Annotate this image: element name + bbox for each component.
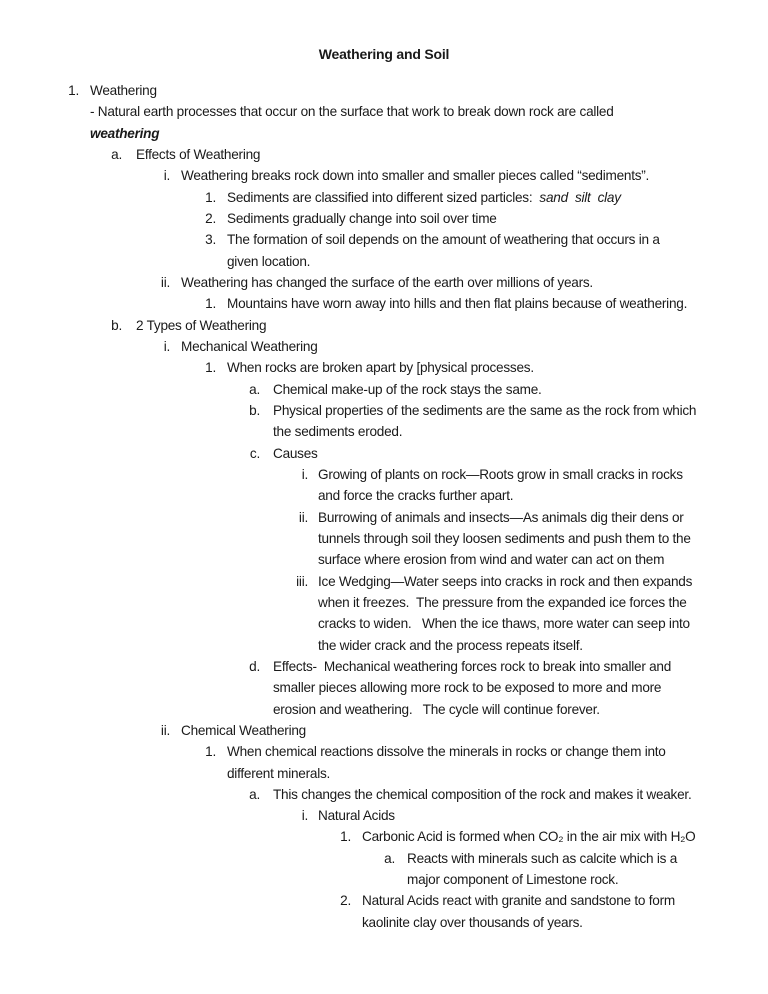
list-marker: 2. [340, 893, 351, 909]
item-text-wrapper [227, 251, 310, 272]
outline-item [0, 571, 768, 592]
outline-item-continuation [0, 592, 768, 613]
item-text: Reacts with minerals such as calcite which is a [407, 850, 678, 866]
item-text: Effects- Mechanical weathering forces rock to break into smaller and [273, 658, 672, 674]
item-text-wrapper [181, 336, 318, 357]
outline-item-continuation [0, 912, 768, 933]
outline-item [0, 80, 768, 101]
item-text: smaller pieces allowing more rock to be exposed to more and more [273, 680, 662, 696]
emphasized-term: weathering [90, 125, 160, 141]
list-marker: i. [163, 338, 170, 354]
outline-item [0, 208, 768, 229]
item-text: Weathering [90, 83, 157, 98]
outline-item [0, 293, 768, 314]
item-text-wrapper [227, 187, 621, 208]
item-text-wrapper [362, 826, 696, 847]
list-marker: b. [249, 402, 260, 418]
item-text-wrapper [227, 741, 666, 762]
item-text: when it freezes. The pressure from the expanded ice forces the [318, 594, 687, 610]
item-text-wrapper [136, 144, 260, 165]
outline-item-continuation [0, 699, 768, 720]
outline-item [0, 336, 768, 357]
list-marker: 1. [205, 360, 216, 376]
list-marker: 2. [205, 210, 216, 226]
item-text-wrapper [273, 443, 318, 464]
item-text: Weathering breaks rock down into smaller and smaller pieces called “sediments”. [181, 168, 650, 184]
item-text-wrapper [318, 485, 513, 506]
outline-item [0, 144, 768, 165]
item-text: major component of Limestone rock. [407, 872, 619, 888]
list-marker: ii. [160, 274, 170, 290]
item-text: different minerals. [227, 765, 331, 781]
item-text-wrapper [90, 123, 159, 144]
outline-item [0, 826, 768, 847]
item-text: and force the cracks further apart. [318, 488, 514, 504]
outline-item [0, 443, 768, 464]
list-marker: i. [301, 808, 308, 824]
item-text-wrapper [273, 421, 402, 442]
item-text-wrapper [181, 720, 306, 741]
outline-item [0, 165, 768, 186]
outline-item [0, 315, 768, 336]
item-text: Mechanical Weathering [181, 338, 318, 354]
list-marker: 1. [205, 296, 216, 312]
item-text: kaolinite clay over thousands of years. [362, 914, 583, 930]
outline-item [0, 805, 768, 826]
outline-item [0, 720, 768, 741]
item-text: Chemical make-up of the rock stays the same. [273, 381, 542, 397]
item-text-wrapper [273, 379, 542, 400]
item-text-wrapper [181, 165, 649, 186]
item-text: Sediments gradually change into soil over time [227, 210, 497, 226]
outline-item [0, 229, 768, 250]
item-text-wrapper [90, 101, 614, 122]
outline-item [0, 890, 768, 911]
item-text-wrapper [273, 699, 600, 720]
outline-item-continuation [0, 251, 768, 272]
item-text: - Natural earth processes that occur on the surface that work to break down rock are called [90, 104, 614, 120]
item-text-wrapper [318, 507, 684, 528]
list-marker: a. [249, 786, 260, 802]
outline-item-continuation [0, 528, 768, 549]
item-text: cracks to widen. When the ice thaws, more water can seep into [318, 616, 690, 632]
item-text: Effects of Weathering [136, 146, 261, 162]
outline-item [0, 379, 768, 400]
item-text-wrapper [318, 571, 692, 592]
outline-item [0, 187, 768, 208]
item-text: When rocks are broken apart by [physical processes. [227, 360, 534, 376]
list-marker: b. [111, 317, 122, 333]
outline-item-continuation [0, 869, 768, 890]
item-text-wrapper [90, 80, 157, 101]
item-text: Natural Acids react with granite and sandstone to form [362, 893, 675, 909]
item-text: given location. [227, 253, 311, 269]
item-text-wrapper [318, 464, 683, 485]
outline-item [0, 848, 768, 869]
item-text-wrapper [318, 613, 690, 634]
item-text: Growing of plants on rock—Roots grow in small cracks in rocks [318, 466, 683, 482]
item-text: Mountains have worn away into hills and then flat plains because of weathering. [227, 296, 688, 312]
item-text: Carbonic Acid is formed when CO₂ in the air mix with H₂O [362, 829, 696, 845]
outline-item [0, 507, 768, 528]
outline-item [0, 656, 768, 677]
list-marker: d. [249, 658, 260, 674]
list-marker: ii. [298, 509, 308, 525]
list-marker: 1. [205, 189, 216, 205]
outline-item [0, 357, 768, 378]
item-text-wrapper [362, 912, 583, 933]
item-text: Sediments are classified into different sized particles: [227, 189, 540, 205]
outline-list [0, 80, 768, 933]
item-text: 2 Types of Weathering [136, 317, 267, 333]
list-marker: i. [163, 168, 170, 184]
outline-item-continuation [0, 421, 768, 442]
outline-item-continuation [0, 485, 768, 506]
item-text: Chemical Weathering [181, 722, 306, 738]
list-marker: i. [301, 466, 308, 482]
outline-item-continuation [0, 763, 768, 784]
emphasized-term: sand silt clay [539, 189, 621, 205]
item-text: Ice Wedging—Water seeps into cracks in rock and then expands [318, 573, 693, 589]
item-text: the sediments eroded. [273, 424, 403, 440]
list-marker: 3. [205, 232, 216, 248]
item-text-wrapper [181, 272, 593, 293]
outline-item-continuation [0, 549, 768, 570]
outline-item-continuation [0, 123, 768, 144]
list-marker: a. [384, 850, 395, 866]
list-marker: 1. [68, 83, 79, 98]
item-text-wrapper [227, 229, 660, 250]
item-text-wrapper [136, 315, 266, 336]
item-text-wrapper [273, 677, 661, 698]
outline-item-continuation [0, 613, 768, 634]
item-text-wrapper [318, 805, 395, 826]
item-text: This changes the chemical composition of the rock and makes it weaker. [273, 786, 692, 802]
outline-item-continuation [0, 101, 768, 122]
list-marker: iii. [296, 573, 308, 589]
item-text: the wider crack and the process repeats itself. [318, 637, 583, 653]
item-text: Burrowing of animals and insects—As animals dig their dens or [318, 509, 684, 525]
item-text-wrapper [227, 208, 497, 229]
outline-item [0, 464, 768, 485]
outline-item [0, 400, 768, 421]
outline-item-continuation [0, 635, 768, 656]
list-marker: a. [249, 381, 260, 397]
item-text-wrapper [407, 848, 677, 869]
item-text: Weathering has changed the surface of the earth over millions of years. [181, 274, 593, 290]
item-text-wrapper [318, 549, 664, 570]
item-text: When chemical reactions dissolve the minerals in rocks or change them into [227, 744, 666, 760]
item-text: The formation of soil depends on the amount of weathering that occurs in a [227, 232, 660, 248]
item-text-wrapper [227, 763, 330, 784]
item-text: Causes [273, 445, 318, 461]
item-text: Natural Acids [318, 808, 395, 824]
document-title: Weathering and Soil [318, 46, 450, 62]
outline-item [0, 741, 768, 762]
item-text-wrapper [407, 869, 618, 890]
list-marker: 1. [205, 744, 216, 760]
outline-item [0, 784, 768, 805]
list-marker: 1. [340, 829, 351, 845]
item-text: erosion and weathering. The cycle will continue forever. [273, 701, 600, 717]
list-marker: a. [111, 146, 122, 162]
item-text: Physical properties of the sediments are the same as the rock from which [273, 402, 697, 418]
outline-item-continuation [0, 677, 768, 698]
item-text-wrapper [318, 592, 687, 613]
item-text-wrapper [318, 528, 691, 549]
item-text: surface where erosion from wind and water can act on them [318, 552, 665, 568]
item-text-wrapper [318, 635, 583, 656]
item-text-wrapper [273, 656, 671, 677]
outline-item [0, 272, 768, 293]
item-text-wrapper [273, 784, 691, 805]
item-text-wrapper [227, 357, 534, 378]
item-text: tunnels through soil they loosen sediments and push them to the [318, 530, 691, 546]
item-text-wrapper [227, 293, 687, 314]
item-text-wrapper [273, 400, 696, 421]
item-text-wrapper [362, 890, 675, 911]
list-marker: c. [249, 445, 260, 461]
list-marker: ii. [160, 722, 170, 738]
